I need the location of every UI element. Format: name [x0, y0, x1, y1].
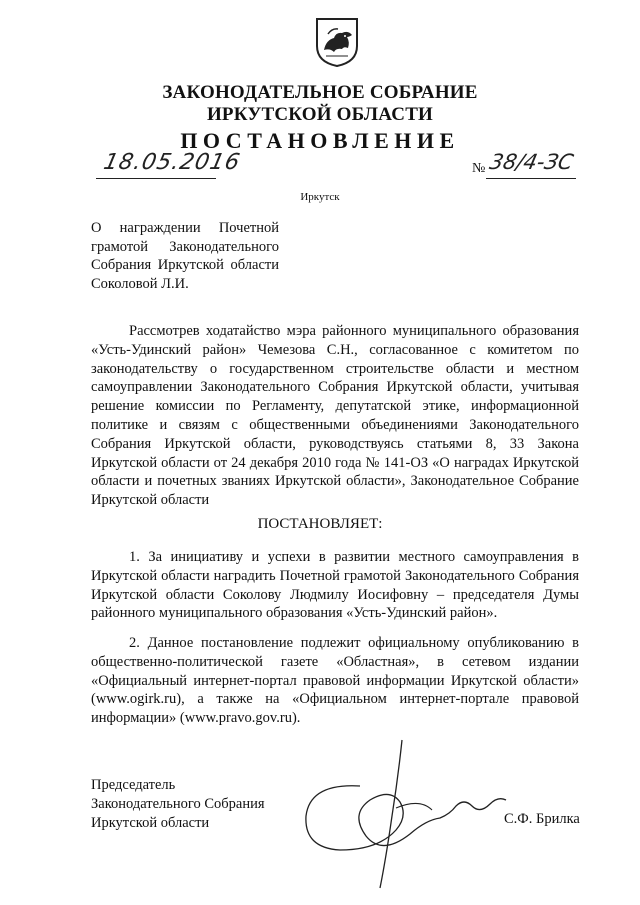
- resolution-item-1: 1. За инициативу и успехи в развитии местного самоуправления в Иркутской области наградить Почетной грамотой Законодательного Собрания Иркутской области Соколову Людмилу Иосифовну – председателя Думы районного муниципального образования «Усть-Удинский район».: [91, 549, 579, 622]
- resolution-item-2: 2. Данное постановление подлежит официальному опубликованию в общественно-политической газете «Областная», в сетевом издании «Официальный интернет-портал правовой информации Иркутской области» (www.ogirk.ru), а также на «Официальном интернет-портале правовой информации» (www.pravo.gov.ru).: [91, 635, 579, 727]
- document-type: ПОСТАНОВЛЕНИЕ: [180, 128, 460, 153]
- subject-line: О награждении Почетной: [91, 220, 279, 236]
- document-subject: [91, 219, 279, 293]
- signatory-title: [91, 776, 265, 833]
- subject-line: Собрания Иркутской области: [91, 257, 279, 273]
- organization-name-line1: ЗАКОНОДАТЕЛЬНОЕ СОБРАНИЕ: [162, 82, 478, 103]
- coat-of-arms-icon: [314, 16, 360, 68]
- signatory-title-line: Законодательного Собрания: [91, 796, 265, 812]
- handwritten-signature: [300, 738, 510, 898]
- city: Иркутск: [300, 191, 340, 203]
- document-date: 18.05.2016: [101, 150, 243, 175]
- signatory-title-line: Иркутской области: [91, 815, 210, 831]
- signatory-title-line: Председатель: [91, 777, 176, 793]
- number-underline: [486, 178, 576, 179]
- subject-line: грамотой Законодательного: [91, 238, 279, 255]
- signatory-name: С.Ф. Брилка: [504, 811, 580, 827]
- date-underline: [96, 178, 216, 179]
- organization-name-line2: ИРКУТСКОЙ ОБЛАСТИ: [206, 104, 434, 125]
- document-number: 38/4-ЗС: [487, 150, 576, 174]
- subject-line: Соколовой Л.И.: [91, 275, 189, 292]
- resolves-heading: ПОСТАНОВЛЯЕТ:: [257, 516, 383, 532]
- number-sign: №: [472, 161, 486, 176]
- preamble-paragraph: Рассмотрев ходатайство мэра районного муниципального образования «Усть-Удинский район» Чемезова С.Н., согласованное с комитетом по законодательству о государственном строительстве области и местном самоуправлении Законодательного Собрания Иркутской области, учитывая решение комиссии по Регламенту, депутатской этике, информационной политике и связям с общественными объединениями Законодательного Собрания Иркутской области, руководствуясь статьями 8, 33 Закона Иркутской области от 24 декабря 2010 года № 141-ОЗ «О наградах Иркутской области и почетных званиях Иркутской области», Законодательное Собрание Иркутской области: [91, 323, 579, 509]
